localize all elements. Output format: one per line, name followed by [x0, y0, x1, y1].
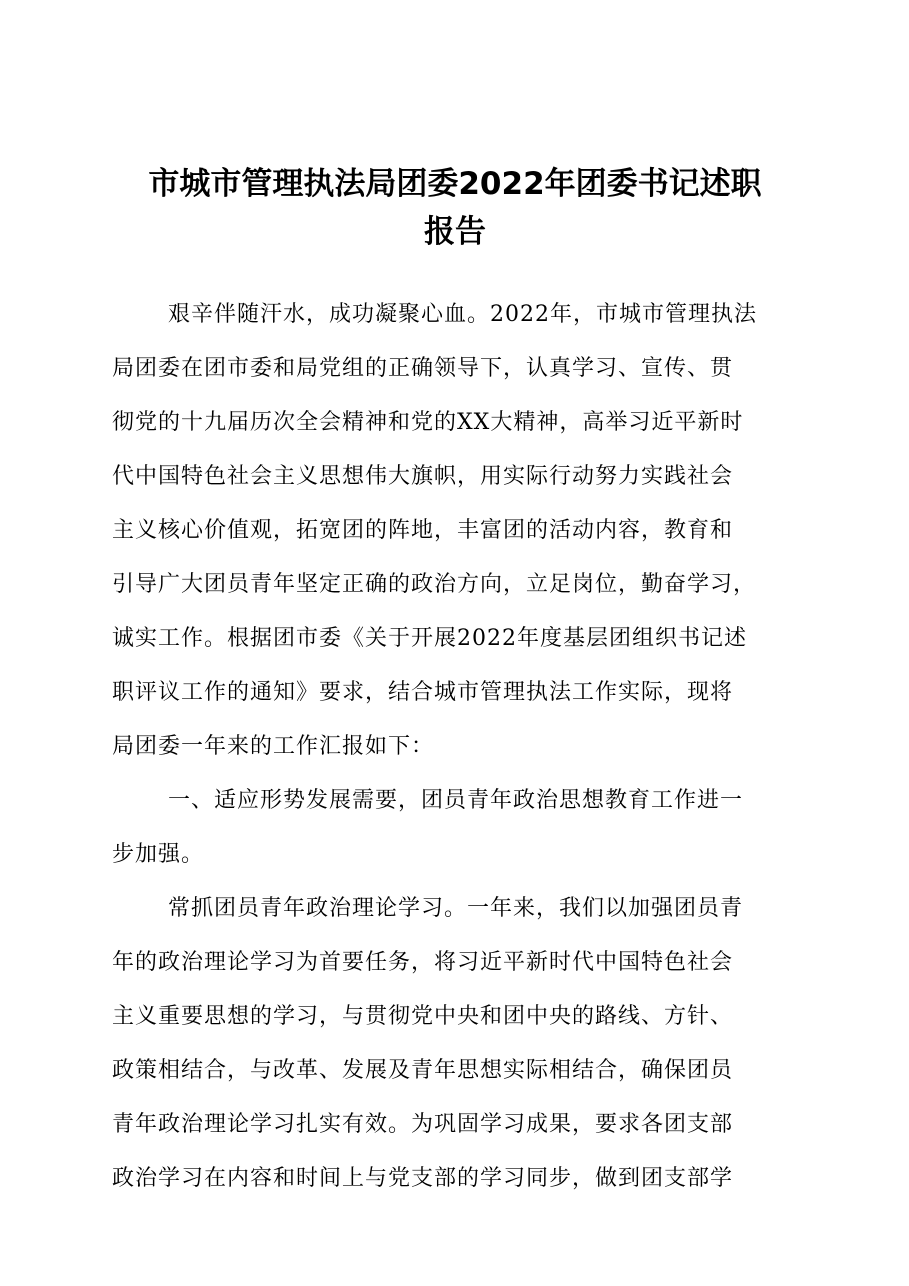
title-line-1: 市城市管理执法局团委2022年团委书记述职 — [148, 166, 762, 202]
paragraph-1-line: 艰辛伴随汗水，成功凝聚心血。2022年，市城市管理执法 — [168, 302, 757, 327]
paragraph-1-line: 引导广大团员青年坚定正确的政治方向，立足岗位，勤奋学习， — [112, 572, 757, 597]
document-body — [112, 296, 802, 1214]
paragraph-1-line: 彻党的十九届历次全会精神和党的XX大精神，高举习近平新时 — [112, 410, 744, 435]
document-title — [110, 160, 800, 256]
paragraph-1-line: 职评议工作的通知》要求，结合城市管理执法工作实际，现将 — [112, 680, 734, 705]
paragraph-2-line: 常抓团员青年政治理论学习。一年来，我们以加强团员青 — [168, 896, 744, 921]
paragraph-1-line: 诚实工作。根据团市委《关于开展2022年度基层团组织书记述 — [112, 626, 747, 651]
paragraph-2-line: 政治学习在内容和时间上与党支部的学习同步，做到团支部学 — [112, 1166, 734, 1191]
paragraph-1-line: 局团委在团市委和局党组的正确领导下，认真学习、宣传、贯 — [112, 356, 734, 381]
paragraph-2-line: 主义重要思想的学习，与贯彻党中央和团中央的路线、方针、 — [112, 1004, 734, 1029]
paragraph-2-line: 青年政治理论学习扎实有效。为巩固学习成果，要求各团支部 — [112, 1112, 734, 1137]
paragraph-2-line: 政策相结合，与改革、发展及青年思想实际相结合，确保团员 — [112, 1058, 734, 1083]
paragraph-2-line: 年的政治理论学习为首要任务，将习近平新时代中国特色社会 — [112, 950, 734, 975]
section-heading-line: 步加强。 — [112, 842, 205, 867]
paragraph-1-line: 主义核心价值观，拓宽团的阵地，丰富团的活动内容，教育和 — [112, 518, 734, 543]
paragraph-1-line: 局团委一年来的工作汇报如下： — [112, 734, 435, 759]
section-heading-line: 一、适应形势发展需要，团员青年政治思想教育工作进一 — [168, 788, 744, 813]
title-line-2: 报告 — [424, 214, 486, 250]
paragraph-1-line: 代中国特色社会主义思想伟大旗帜，用实际行动努力实践社会 — [112, 464, 734, 489]
